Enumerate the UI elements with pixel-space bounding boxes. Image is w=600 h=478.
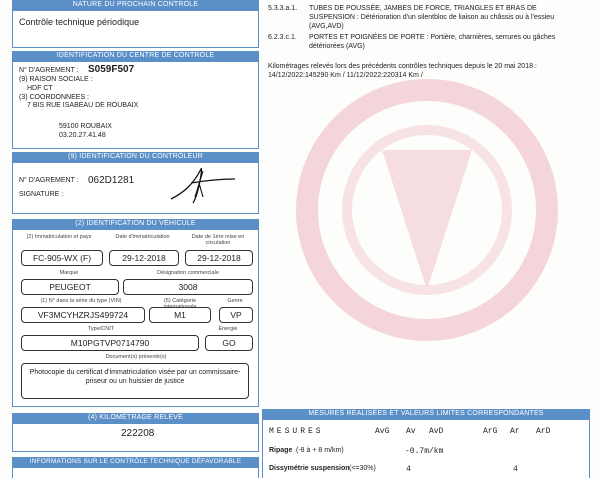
col-arg: ArG: [483, 427, 498, 436]
centre-box: [12, 61, 259, 149]
controller-agrement-value: 062D1281: [88, 175, 135, 186]
ripage-value: -0.7m/km: [405, 447, 444, 456]
immat-label: (2) Immatriculation et pays: [26, 234, 92, 240]
genre-label: Genre: [227, 298, 243, 304]
col-avg: AvG: [375, 427, 390, 436]
docs-label: Document(s) présenté(s): [105, 354, 167, 360]
defect-title: PORTES ET POIGNÉES DE PORTE :: [309, 34, 429, 41]
next-control-box: [12, 10, 259, 48]
marque-value: PEUGEOT: [21, 279, 119, 295]
measures-box: [262, 419, 590, 478]
date-immat-value: 29-12-2018: [109, 250, 179, 266]
col-avd: AvD: [429, 427, 444, 436]
ripage-range: (-8 à + 8 m/km): [296, 447, 344, 454]
signature-image: [163, 163, 243, 209]
controller-agrement-label: N° D'AGREMENT :: [19, 177, 79, 184]
unfavorable-header: INFORMATIONS SUR LE CONTRÔLE TECHNIQUE DÉFAVORABLE: [12, 457, 259, 467]
watermark-emblem: [262, 60, 592, 390]
centre-coord-label: (3) COORDONNEES :: [19, 94, 90, 101]
defect-desc: Portière, charnières, serrures ou gâches détériorées (AVG): [309, 34, 556, 50]
next-control-value: Contrôle technique périodique: [19, 17, 140, 27]
centre-agrement-label: N° D'AGREMENT :: [19, 67, 79, 74]
genre-value: VP: [219, 307, 253, 323]
categorie-value: M1: [149, 307, 211, 323]
ripage-label: Ripage: [269, 447, 293, 454]
measures-header: MESURES RÉALISÉES ET VALEURS LIMITES CORRESPONDANTES: [262, 409, 590, 419]
dissym-label: Dissymétrie suspension: [269, 465, 350, 472]
defect-code: 5.3.3.a.1.: [268, 5, 298, 12]
km-value: 222208: [121, 428, 155, 439]
controller-signature-label: SIGNATURE :: [19, 191, 64, 198]
marque-label: Marque: [59, 270, 79, 276]
next-control-header: NATURE DU PROCHAIN CONTROLE: [12, 0, 259, 10]
type-label: Type/CNIT: [87, 326, 115, 332]
centre-raison-value: HDF CT: [27, 85, 53, 92]
energie-label: Énergie: [218, 326, 238, 332]
immat-value: FC-905-WX (F): [21, 250, 103, 266]
vin-label: (1) N° dans la série du type (VIN): [40, 298, 122, 304]
categorie-label: (5) Catégorie: [163, 298, 197, 304]
defect-code: 6.2.3.c.1.: [268, 34, 297, 41]
col-ar: Ar: [510, 427, 520, 436]
vehicle-box: [12, 229, 259, 407]
col-av: Av: [406, 427, 416, 436]
km-header: (4) KILOMÉTRAGE RELEVÉ: [12, 413, 259, 423]
dissym-av: 4: [406, 465, 411, 474]
designation-value: 3008: [123, 279, 253, 295]
designation-label: Désignation commerciale: [157, 270, 219, 276]
controller-box: [12, 162, 259, 214]
col-ard: ArD: [536, 427, 551, 436]
dissym-range: (<=30%): [349, 465, 376, 472]
centre-header: IDENTIFICATION DU CENTRE DE CONTROLE: [12, 51, 259, 61]
dissym-ar: 4: [513, 465, 518, 474]
km-history: [268, 62, 588, 80]
centre-phone: 03.20.27.41.48: [59, 132, 106, 139]
energie-value: GO: [205, 335, 253, 351]
defect-title: TUBES DE POUSSÉE, JAMBES DE FORCE, TRIANGLES ET BRAS DE SUSPENSION :: [309, 5, 537, 21]
type-value: M10PGTVP0714790: [21, 335, 199, 351]
centre-raison-label: (9) RAISON SOCIALE :: [19, 76, 93, 83]
controller-header: (9) IDENTIFICATION DU CONTRÔLEUR: [12, 152, 259, 162]
vin-value: VF3MCYHZRJS499724: [21, 307, 145, 323]
km-history-values: 14/12/2022:145290 Km / 11/12/2022:220314 Km /: [268, 72, 423, 79]
vehicle-header: (2) IDENTIFICATION DU VÉHICULE: [12, 219, 259, 229]
date-immat-label: Date d'immatriculation: [115, 234, 170, 240]
docs-value: Photocopie du certificat d'immatriculation visée par un commissaire-priseur ou un huissier de justice: [21, 363, 249, 399]
measures-title: MESURES: [269, 427, 324, 436]
defect-desc: Détérioration d'un silentbloc de liaison au châssis ou à l'essieu (AVG,AVD): [309, 14, 555, 30]
date-first-label: Date de 1ère mise en circulation: [191, 234, 245, 246]
centre-address: 7 BIS RUE ISABEAU DE ROUBAIX: [27, 102, 139, 109]
unfavorable-box: [12, 467, 259, 478]
centre-agrement-value: S059F507: [88, 64, 135, 75]
km-box: [12, 423, 259, 452]
km-history-text: Kilométrages relevés lors des précédents contrôles techniques depuis le 20 mai 2018 :: [268, 63, 537, 70]
date-first-value: 29-12-2018: [185, 250, 253, 266]
centre-city: 59100 ROUBAIX: [59, 123, 112, 130]
